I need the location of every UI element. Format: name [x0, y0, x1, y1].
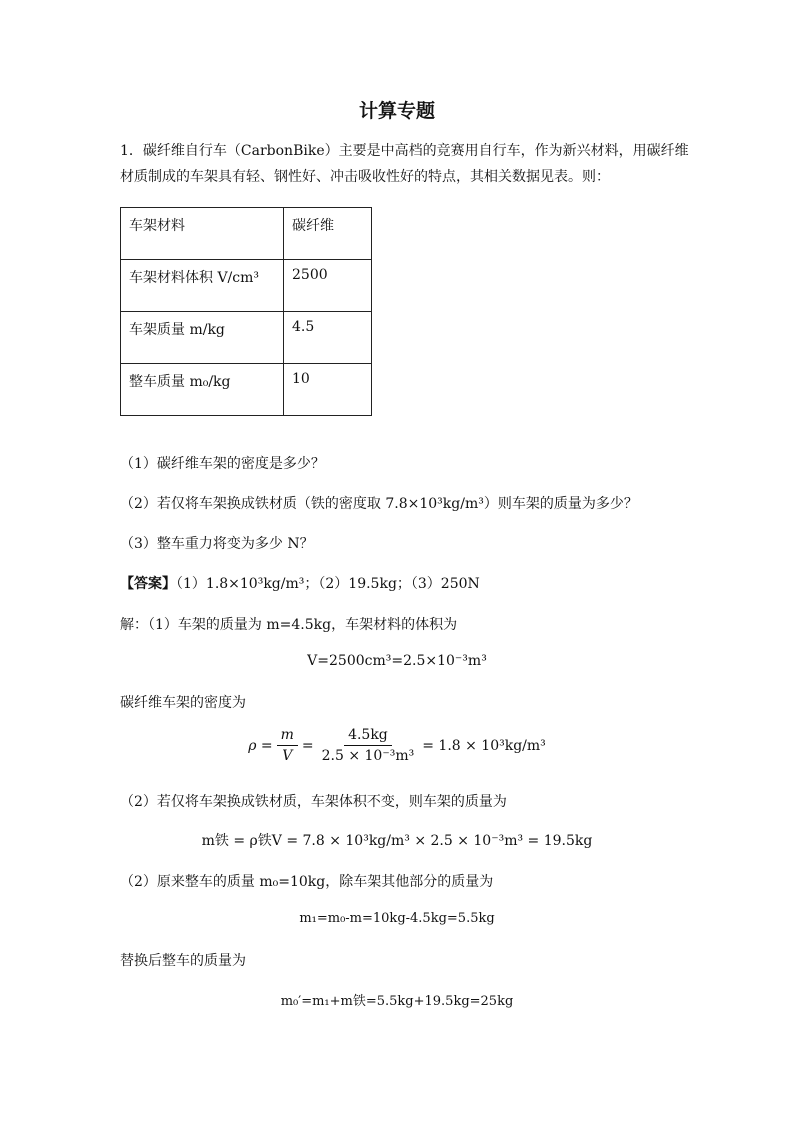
subquestion-3: （3）整车重力将变为多少 N？ — [120, 536, 314, 552]
table-cell-value: 4.5 — [284, 312, 372, 364]
table-cell-label: 整车质量 m₀/kg — [121, 364, 284, 416]
fraction-numerator: 4.5kg — [344, 727, 392, 746]
fraction-values — [318, 727, 419, 764]
equation-new-mass: m₀′=m₁+m铁=5.5kg+19.5kg=25kg — [280, 994, 514, 1009]
density-label: 碳纤维车架的密度为 — [120, 695, 246, 711]
eq-density-rhs: = 1.8 × 10³kg/m³ — [422, 737, 546, 754]
fraction-denominator: V — [282, 748, 293, 764]
table-cell-label: 车架材料 — [121, 208, 284, 260]
table-cell-value: 碳纤维 — [284, 208, 372, 260]
part3-intro: （2）原来整车的质量 m₀=10kg，除车架其他部分的质量为 — [120, 874, 494, 890]
subquestion-1: （1）碳纤维车架的密度是多少？ — [120, 456, 325, 472]
equation-density — [0, 727, 794, 764]
equation-volume: V=2500cm³=2.5×10⁻³m³ — [307, 653, 487, 669]
table-cell-label: 车架材料体积 V/cm³ — [121, 260, 284, 312]
fraction-m-over-v — [277, 727, 298, 764]
table-row — [121, 364, 372, 416]
fraction-numerator: m — [277, 727, 298, 746]
data-table — [120, 207, 372, 416]
table-cell-label: 车架质量 m/kg — [121, 312, 284, 364]
solution-intro: 解：（1）车架的质量为 m=4.5kg，车架材料的体积为 — [120, 617, 458, 633]
eq-density-mid: = — [301, 737, 314, 754]
equation-iron-mass: m铁 = ρ铁V = 7.8 × 10³kg/m³ × 2.5 × 10⁻³m³ = 19.5kg — [201, 833, 593, 849]
table-cell-value: 2500 — [284, 260, 372, 312]
part2-intro: （2）若仅将车架换成铁材质，车架体积不变，则车架的质量为 — [120, 794, 507, 810]
table-row — [121, 260, 372, 312]
fraction-denominator: 2.5 × 10⁻³m³ — [321, 748, 415, 764]
answer-text: （1）1.8×10³kg/m³；（2）19.5kg；（3）250N — [176, 576, 480, 592]
answer-line — [120, 573, 480, 593]
answer-label: 【答案】 — [120, 576, 176, 592]
replace-label: 替换后整车的质量为 — [120, 953, 246, 969]
table-row — [121, 208, 372, 260]
page-title: 计算专题 — [358, 100, 435, 122]
question-line-1: 1．碳纤维自行车（CarbonBike）主要是中高档的竞赛用自行车，作为新兴材料，用碳纤维 — [120, 143, 689, 159]
subquestion-2: （2）若仅将车架换成铁材质（铁的密度取 7.8×10³kg/m³）则车架的质量为多少？ — [120, 496, 638, 512]
table-cell-value: 10 — [284, 364, 372, 416]
equation-other-mass: m₁=m₀-m=10kg-4.5kg=5.5kg — [299, 911, 495, 926]
question-line-2: 材质制成的车架具有轻、钢性好、冲击吸收性好的特点，其相关数据见表。则： — [120, 169, 610, 185]
table-row — [121, 312, 372, 364]
eq-density-lhs: ρ = — [248, 737, 273, 754]
